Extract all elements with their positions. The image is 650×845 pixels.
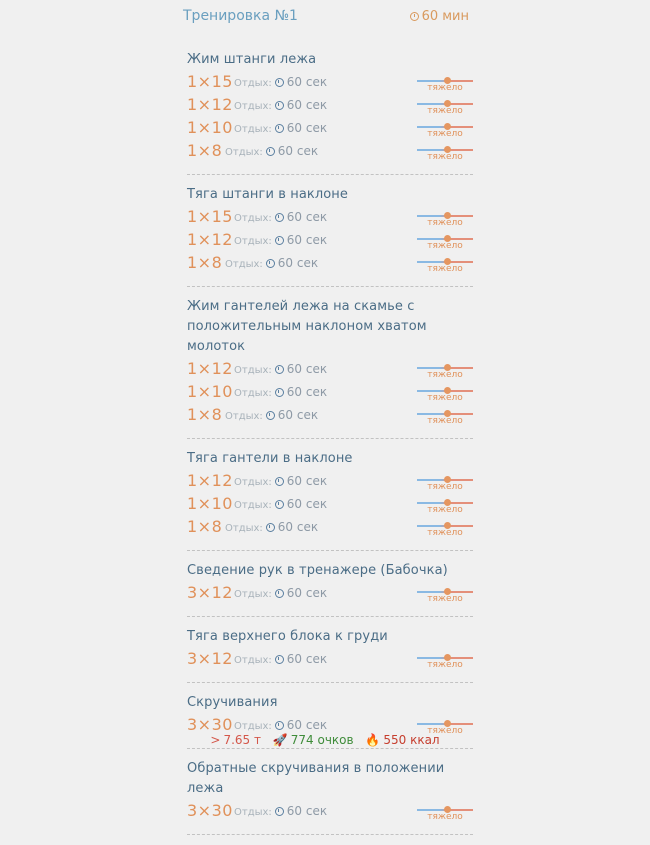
set-reps: 3×12 xyxy=(187,583,233,602)
rest-label: Отдых: xyxy=(225,523,263,534)
rest-label: Отдых: xyxy=(225,411,263,422)
total-kcal xyxy=(365,733,439,747)
exercise-name[interactable]: Тяга штанги в наклоне xyxy=(187,187,349,202)
rest-label: Отдых: xyxy=(234,365,272,376)
difficulty-label: тяжело xyxy=(427,505,463,515)
set-row xyxy=(187,801,473,824)
clock-icon xyxy=(275,807,284,816)
set-reps: 1×8 xyxy=(187,253,223,272)
set-row xyxy=(187,382,473,405)
rest-label: Отдых: xyxy=(234,101,272,112)
set-row xyxy=(187,141,473,164)
rest-time xyxy=(234,234,327,248)
set-reps: 1×12 xyxy=(187,95,233,114)
set-row xyxy=(187,230,473,253)
set-row xyxy=(187,207,473,230)
set-row xyxy=(187,649,473,672)
difficulty-label: тяжело xyxy=(427,241,463,251)
duration-value: 60 мин xyxy=(421,9,469,24)
set-reps: 3×30 xyxy=(187,801,233,820)
difficulty-label: тяжело xyxy=(427,726,463,736)
exercise-block[interactable] xyxy=(187,297,473,439)
rest-value: 60 сек xyxy=(277,520,319,534)
difficulty-label: тяжело xyxy=(427,129,463,139)
difficulty-slider[interactable] xyxy=(417,360,473,380)
workout-duration xyxy=(410,9,469,24)
exercise-block[interactable] xyxy=(187,50,473,175)
rest-time xyxy=(234,363,327,377)
rest-value: 60 сек xyxy=(286,362,328,376)
set-row xyxy=(187,583,473,606)
rest-label: Отдых: xyxy=(225,259,263,270)
rest-time xyxy=(225,145,318,159)
exercise-block[interactable] xyxy=(187,627,473,683)
exercise-name[interactable]: Жим гантелей лежа на скамье с положительным наклоном хватом молоток xyxy=(187,299,427,354)
rest-label: Отдых: xyxy=(234,213,272,224)
clock-icon xyxy=(275,78,284,87)
workout-summary xyxy=(0,733,650,747)
exercise-name[interactable]: Обратные скручивания в положении лежа xyxy=(187,761,445,796)
set-row xyxy=(187,405,473,428)
difficulty-label: тяжело xyxy=(427,393,463,403)
set-reps: 1×8 xyxy=(187,141,223,160)
clock-icon xyxy=(275,477,284,486)
clock-icon xyxy=(275,213,284,222)
clock-icon xyxy=(266,411,275,420)
set-reps: 1×8 xyxy=(187,405,223,424)
set-reps: 1×15 xyxy=(187,72,233,91)
rest-label: Отдых: xyxy=(234,655,272,666)
rest-value: 60 сек xyxy=(286,804,328,818)
rest-value: 60 сек xyxy=(277,408,319,422)
rest-time xyxy=(234,99,327,113)
difficulty-label: тяжело xyxy=(427,528,463,538)
rest-value: 60 сек xyxy=(286,586,328,600)
rest-value: 60 сек xyxy=(286,474,328,488)
rest-time xyxy=(234,122,327,136)
difficulty-slider[interactable] xyxy=(417,472,473,492)
rest-value: 60 сек xyxy=(286,121,328,135)
rest-value: 60 сек xyxy=(286,210,328,224)
exercise-block[interactable] xyxy=(187,449,473,551)
chevron-right-icon: > xyxy=(210,733,221,747)
difficulty-label: тяжело xyxy=(427,482,463,492)
rest-value: 60 сек xyxy=(286,718,328,732)
difficulty-slider[interactable] xyxy=(417,518,473,538)
total-points-value: 774 очков xyxy=(290,733,354,747)
difficulty-label: тяжело xyxy=(427,812,463,822)
rest-label: Отдых: xyxy=(234,78,272,89)
rest-time xyxy=(234,211,327,225)
clock-icon xyxy=(275,388,284,397)
rest-value: 60 сек xyxy=(286,385,328,399)
total-points xyxy=(273,733,354,747)
set-reps: 1×10 xyxy=(187,118,233,137)
rest-label: Отдых: xyxy=(234,124,272,135)
exercise-block[interactable] xyxy=(187,759,473,835)
exercise-name[interactable]: Тяга гантели в наклоне xyxy=(187,451,353,466)
rest-time xyxy=(225,521,318,535)
clock-icon xyxy=(275,655,284,664)
header xyxy=(0,0,650,34)
clock-icon xyxy=(275,124,284,133)
rest-value: 60 сек xyxy=(277,144,319,158)
rest-time xyxy=(234,475,327,489)
rest-value: 60 сек xyxy=(277,256,319,270)
set-reps: 1×12 xyxy=(187,359,233,378)
rest-time xyxy=(234,587,327,601)
total-weight xyxy=(210,733,261,747)
workout-title: Тренировка №1 xyxy=(183,8,298,24)
set-reps: 1×10 xyxy=(187,382,233,401)
difficulty-label: тяжело xyxy=(427,152,463,162)
difficulty-slider[interactable] xyxy=(417,584,473,604)
rest-value: 60 сек xyxy=(286,98,328,112)
rest-time xyxy=(234,719,327,733)
exercise-name[interactable]: Жим штанги лежа xyxy=(187,52,317,67)
difficulty-slider[interactable] xyxy=(417,254,473,274)
difficulty-slider[interactable] xyxy=(417,802,473,822)
exercise-name[interactable]: Сведение рук в тренажере (Бабочка) xyxy=(187,563,448,578)
difficulty-label: тяжело xyxy=(427,218,463,228)
rest-time xyxy=(234,805,327,819)
rest-time xyxy=(225,409,318,423)
rest-label: Отдых: xyxy=(234,721,272,732)
set-reps: 3×12 xyxy=(187,649,233,668)
difficulty-slider[interactable] xyxy=(417,142,473,162)
rest-label: Отдых: xyxy=(234,388,272,399)
clock-icon xyxy=(275,101,284,110)
rest-label: Отдых: xyxy=(234,477,272,488)
clock-icon xyxy=(275,500,284,509)
difficulty-slider[interactable] xyxy=(417,650,473,670)
rest-value: 60 сек xyxy=(286,497,328,511)
rest-label: Отдых: xyxy=(234,807,272,818)
difficulty-slider[interactable] xyxy=(417,119,473,139)
exercise-list xyxy=(187,50,473,845)
clock-icon xyxy=(266,523,275,532)
set-row xyxy=(187,359,473,382)
difficulty-label: тяжело xyxy=(427,594,463,604)
rest-label: Отдых: xyxy=(234,236,272,247)
clock-icon xyxy=(410,12,419,21)
exercise-name[interactable]: Скручивания xyxy=(187,695,278,710)
difficulty-slider[interactable] xyxy=(417,406,473,426)
exercise-block[interactable] xyxy=(187,561,473,617)
total-weight-value: 7.65 т xyxy=(223,733,261,747)
difficulty-label: тяжело xyxy=(427,264,463,274)
rest-label: Отдых: xyxy=(225,147,263,158)
difficulty-slider[interactable] xyxy=(417,383,473,403)
set-row xyxy=(187,494,473,517)
set-reps: 1×10 xyxy=(187,494,233,513)
rest-time xyxy=(234,386,327,400)
set-row xyxy=(187,72,473,95)
clock-icon xyxy=(275,365,284,374)
difficulty-label: тяжело xyxy=(427,83,463,93)
clock-icon xyxy=(275,236,284,245)
rest-time xyxy=(234,76,327,90)
flame-icon: 🔥 xyxy=(365,733,381,747)
set-row xyxy=(187,95,473,118)
difficulty-slider[interactable] xyxy=(417,208,473,228)
rest-label: Отдых: xyxy=(234,500,272,511)
set-row xyxy=(187,517,473,540)
rest-label: Отдых: xyxy=(234,589,272,600)
exercise-name[interactable]: Тяга верхнего блока к груди xyxy=(187,629,388,644)
set-reps: 1×15 xyxy=(187,207,233,226)
difficulty-slider[interactable] xyxy=(417,96,473,116)
total-kcal-value: 550 ккал xyxy=(383,733,440,747)
difficulty-label: тяжело xyxy=(427,416,463,426)
rest-value: 60 сек xyxy=(286,75,328,89)
set-row xyxy=(187,118,473,141)
difficulty-slider[interactable] xyxy=(417,495,473,515)
set-reps: 3×30 xyxy=(187,715,233,734)
difficulty-slider[interactable] xyxy=(417,73,473,93)
clock-icon xyxy=(275,721,284,730)
exercise-block[interactable] xyxy=(187,185,473,287)
set-row xyxy=(187,471,473,494)
difficulty-slider[interactable] xyxy=(417,231,473,251)
clock-icon xyxy=(266,147,275,156)
rest-time xyxy=(225,257,318,271)
clock-icon xyxy=(275,589,284,598)
rest-value: 60 сек xyxy=(286,233,328,247)
rocket-icon: 🚀 xyxy=(272,733,288,747)
difficulty-label: тяжело xyxy=(427,370,463,380)
set-reps: 1×12 xyxy=(187,471,233,490)
rest-time xyxy=(234,498,327,512)
clock-icon xyxy=(266,259,275,268)
set-reps: 1×12 xyxy=(187,230,233,249)
set-reps: 1×8 xyxy=(187,517,223,536)
rest-value: 60 сек xyxy=(286,652,328,666)
rest-time xyxy=(234,653,327,667)
set-row xyxy=(187,253,473,276)
difficulty-label: тяжело xyxy=(427,660,463,670)
difficulty-label: тяжело xyxy=(427,106,463,116)
